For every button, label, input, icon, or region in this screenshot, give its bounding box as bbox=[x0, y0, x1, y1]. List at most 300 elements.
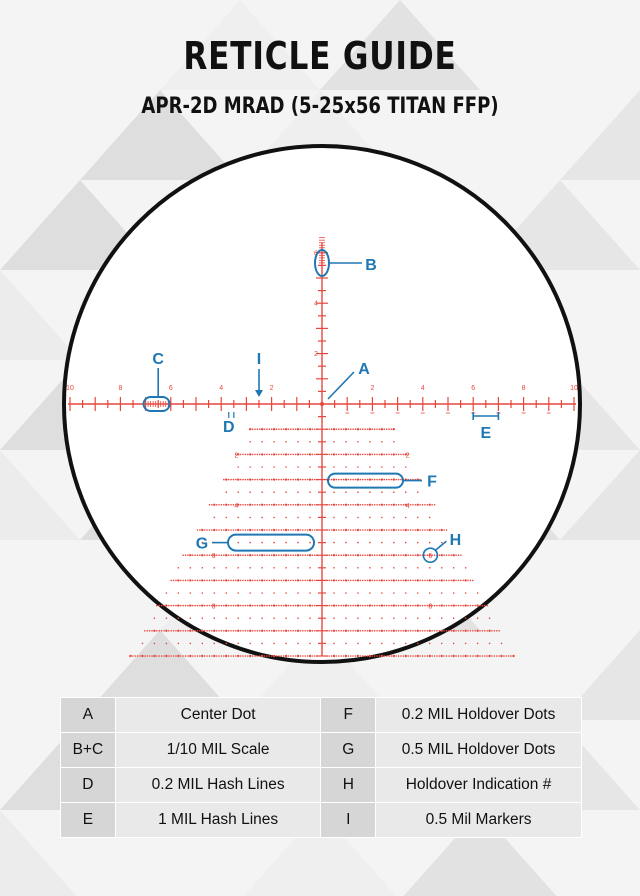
holdover-dot bbox=[182, 605, 184, 607]
holdover-dot bbox=[307, 655, 309, 657]
holdover-dot bbox=[264, 504, 266, 506]
holdover-dot bbox=[245, 605, 247, 607]
holdover-dot bbox=[362, 630, 364, 632]
holdover-dot bbox=[464, 579, 466, 581]
holdover-dot bbox=[288, 529, 290, 531]
holdover-dot bbox=[312, 504, 314, 506]
holdover-dot bbox=[230, 554, 232, 556]
holdover-dot bbox=[403, 655, 405, 657]
holdover-dot bbox=[288, 655, 290, 657]
holdover-dot bbox=[302, 655, 304, 657]
holdover-dot bbox=[273, 643, 275, 645]
holdover-dot bbox=[297, 604, 299, 606]
holdover-dot bbox=[281, 605, 283, 607]
holdover-dot bbox=[350, 428, 352, 430]
holdover-dot bbox=[464, 655, 466, 657]
scale-label: 10 bbox=[570, 385, 578, 392]
holdover-dot bbox=[165, 604, 167, 606]
holdover-dot bbox=[297, 517, 299, 519]
holdover-dot bbox=[213, 504, 215, 506]
holdover-dot bbox=[290, 655, 292, 657]
holdover-dot bbox=[151, 630, 153, 632]
holdover-dot bbox=[357, 517, 359, 519]
holdover-dot bbox=[395, 580, 397, 582]
holdover-dot bbox=[388, 580, 390, 582]
holdover-dot bbox=[393, 554, 395, 556]
holdover-dot bbox=[352, 529, 354, 531]
holdover-dot bbox=[393, 478, 395, 480]
holdover-dot bbox=[357, 491, 359, 493]
holdover-dot bbox=[355, 529, 357, 531]
holdover-dot bbox=[427, 655, 429, 657]
holdover-dot bbox=[476, 630, 478, 632]
holdover-dot bbox=[352, 504, 354, 506]
holdover-dot bbox=[204, 605, 206, 607]
holdover-dot bbox=[202, 617, 204, 619]
holdover-dot bbox=[340, 504, 342, 506]
holdover-dot bbox=[304, 554, 306, 556]
holdover-dot bbox=[328, 554, 330, 556]
holdover-dot bbox=[352, 554, 354, 556]
holdover-dot bbox=[386, 529, 388, 531]
holdover-dot bbox=[462, 655, 464, 657]
holdover-dot bbox=[292, 655, 294, 657]
holdover-dot bbox=[427, 580, 429, 582]
scale-label: 4 bbox=[420, 385, 425, 392]
holdover-dot bbox=[206, 655, 208, 657]
holdover-dot bbox=[269, 580, 271, 582]
holdover-dot bbox=[225, 630, 227, 632]
holdover-dot bbox=[486, 655, 488, 657]
legend-value: 0.2 MIL Holdover Dots bbox=[376, 698, 582, 733]
holdover-dot bbox=[369, 428, 371, 430]
holdover-dot bbox=[189, 630, 191, 632]
holdover-dot bbox=[285, 567, 287, 569]
holdover-dot bbox=[336, 630, 338, 632]
scale-label: 4 bbox=[314, 300, 318, 308]
holdover-dot bbox=[343, 454, 345, 456]
holdover-dot bbox=[295, 454, 297, 456]
legend-value: 0.5 MIL Holdover Dots bbox=[376, 733, 582, 768]
holdover-dot bbox=[405, 579, 407, 581]
holdover-dot bbox=[410, 529, 412, 531]
holdover-dot bbox=[285, 491, 287, 493]
holdover-dot bbox=[381, 643, 383, 645]
holdover-dot bbox=[415, 529, 417, 531]
holdover-dot bbox=[254, 529, 256, 531]
holdover-dot bbox=[178, 592, 180, 594]
holdover-dot bbox=[257, 554, 259, 556]
holdover-label: 2 bbox=[405, 452, 410, 460]
holdover-dot bbox=[333, 579, 335, 581]
holdover-dot bbox=[343, 655, 345, 657]
holdover-dot bbox=[336, 504, 338, 506]
holdover-dot bbox=[405, 592, 407, 594]
holdover-dot bbox=[345, 592, 347, 594]
holdover-dot bbox=[441, 567, 443, 569]
holdover-dot bbox=[197, 554, 199, 556]
holdover-dot bbox=[494, 655, 496, 657]
holdover-dot bbox=[261, 478, 263, 480]
callout-e-label: E bbox=[480, 425, 492, 442]
holdover-dot bbox=[297, 592, 299, 594]
holdover-dot bbox=[333, 542, 335, 544]
holdover-dot bbox=[288, 454, 290, 456]
holdover-dot bbox=[360, 580, 362, 582]
holdover-dot bbox=[391, 655, 393, 657]
holdover-dot bbox=[371, 428, 373, 430]
holdover-dot bbox=[364, 655, 366, 657]
holdover-dot bbox=[254, 554, 256, 556]
holdover-dot bbox=[228, 630, 230, 632]
holdover-dot bbox=[474, 605, 476, 607]
holdover-dot bbox=[357, 441, 359, 443]
holdover-dot bbox=[371, 655, 373, 657]
holdover-dot bbox=[450, 655, 452, 657]
holdover-dot bbox=[429, 567, 431, 569]
holdover-dot bbox=[441, 643, 443, 645]
holdover-dot bbox=[371, 580, 373, 582]
holdover-dot bbox=[261, 592, 263, 594]
holdover-dot bbox=[328, 529, 330, 531]
holdover-dot bbox=[431, 630, 433, 632]
holdover-dot bbox=[302, 454, 304, 456]
holdover-dot bbox=[247, 504, 249, 506]
holdover-dot bbox=[149, 655, 151, 657]
holdover-dot bbox=[297, 428, 299, 430]
holdover-dot bbox=[367, 454, 369, 456]
holdover-dot bbox=[452, 579, 454, 581]
holdover-dot bbox=[225, 491, 227, 493]
holdover-dot bbox=[405, 542, 407, 544]
holdover-dot bbox=[333, 441, 335, 443]
holdover-dot bbox=[285, 542, 287, 544]
holdover-dot bbox=[398, 529, 400, 531]
holdover-dot bbox=[439, 580, 441, 582]
holdover-dot bbox=[381, 529, 383, 531]
holdover-dot bbox=[285, 579, 287, 581]
holdover-dot bbox=[333, 466, 335, 468]
holdover-dot bbox=[290, 605, 292, 607]
holdover-dot bbox=[386, 655, 388, 657]
holdover-dot bbox=[348, 428, 350, 430]
holdover-dot bbox=[388, 605, 390, 607]
holdover-dot bbox=[386, 479, 388, 481]
holdover-dot bbox=[488, 655, 490, 657]
holdover-dot bbox=[357, 592, 359, 594]
holdover-dot bbox=[436, 630, 438, 632]
holdover-dot bbox=[345, 567, 347, 569]
holdover-dot bbox=[292, 554, 294, 556]
holdover-dot bbox=[132, 655, 134, 657]
holdover-dot bbox=[336, 605, 338, 607]
holdover-dot bbox=[285, 643, 287, 645]
holdover-dot bbox=[479, 655, 481, 657]
holdover-dot bbox=[362, 605, 364, 607]
holdover-dot bbox=[376, 630, 378, 632]
holdover-dot bbox=[273, 542, 275, 544]
holdover-dot bbox=[278, 479, 280, 481]
holdover-dot bbox=[302, 605, 304, 607]
holdover-dot bbox=[166, 592, 168, 594]
legend-value: 1/10 MIL Scale bbox=[115, 733, 321, 768]
holdover-dot bbox=[209, 504, 211, 506]
holdover-dot bbox=[343, 529, 345, 531]
holdover-dot bbox=[439, 554, 441, 556]
holdover-dot bbox=[178, 567, 180, 569]
holdover-dot bbox=[328, 605, 330, 607]
holdover-dot bbox=[393, 529, 395, 531]
holdover-dot bbox=[386, 554, 388, 556]
holdover-dot bbox=[398, 630, 400, 632]
holdover-dot bbox=[362, 479, 364, 481]
holdover-dot bbox=[309, 655, 311, 657]
holdover-dot bbox=[326, 580, 328, 582]
holdover-dot bbox=[333, 517, 335, 519]
holdover-dot bbox=[405, 655, 407, 657]
holdover-dot bbox=[273, 504, 275, 506]
holdover-dot bbox=[489, 643, 491, 645]
holdover-dot bbox=[292, 454, 294, 456]
holdover-dot bbox=[381, 441, 383, 443]
holdover-dot bbox=[266, 504, 268, 506]
holdover-dot bbox=[350, 454, 352, 456]
holdover-dot bbox=[383, 630, 385, 632]
holdover-dot bbox=[345, 466, 347, 468]
holdover-dot bbox=[281, 554, 283, 556]
holdover-dot bbox=[178, 617, 180, 619]
holdover-dot bbox=[273, 579, 275, 581]
holdover-dot bbox=[273, 466, 275, 468]
holdover-dot bbox=[225, 617, 227, 619]
holdover-dot bbox=[364, 454, 366, 456]
holdover-dot bbox=[233, 655, 235, 657]
holdover-dot bbox=[257, 454, 259, 456]
holdover-dot bbox=[357, 604, 359, 606]
holdover-dot bbox=[482, 605, 484, 607]
holdover-dot bbox=[295, 428, 297, 430]
holdover-dot bbox=[331, 479, 333, 481]
holdover-dot bbox=[129, 655, 131, 657]
holdover-dot bbox=[240, 554, 242, 556]
holdover-dot bbox=[345, 542, 347, 544]
holdover-dot bbox=[503, 655, 505, 657]
callout-g-label: G bbox=[195, 535, 209, 553]
holdover-dot bbox=[290, 630, 292, 632]
legend-value: Center Dot bbox=[115, 698, 321, 733]
holdover-dot bbox=[314, 454, 316, 456]
holdover-dot bbox=[252, 428, 254, 430]
holdover-dot bbox=[201, 579, 203, 581]
holdover-dot bbox=[201, 529, 203, 531]
holdover-dot bbox=[448, 580, 450, 582]
holdover-dot bbox=[367, 580, 369, 582]
holdover-dot bbox=[259, 454, 261, 456]
holdover-dot bbox=[374, 454, 376, 456]
holdover-dot bbox=[252, 529, 254, 531]
holdover-dot bbox=[221, 655, 223, 657]
holdover-dot bbox=[338, 454, 340, 456]
holdover-dot bbox=[434, 605, 436, 607]
holdover-dot bbox=[261, 579, 263, 581]
holdover-dot bbox=[465, 643, 467, 645]
holdover-dot bbox=[216, 605, 218, 607]
holdover-dot bbox=[393, 643, 395, 645]
holdover-dot bbox=[403, 605, 405, 607]
holdover-dot bbox=[295, 580, 297, 582]
holdover-dot bbox=[388, 655, 390, 657]
holdover-dot bbox=[331, 655, 333, 657]
holdover-dot bbox=[429, 643, 431, 645]
holdover-dot bbox=[180, 655, 182, 657]
holdover-dot bbox=[316, 428, 318, 430]
holdover-dot bbox=[281, 454, 283, 456]
holdover-dot bbox=[455, 630, 457, 632]
holdover-dot bbox=[237, 630, 239, 632]
callout-b-label: B bbox=[365, 257, 377, 274]
holdover-dot bbox=[245, 454, 247, 456]
holdover-dot bbox=[240, 504, 242, 506]
holdover-dot bbox=[422, 605, 424, 607]
holdover-dot bbox=[206, 630, 208, 632]
holdover-dot bbox=[381, 630, 383, 632]
holdover-dot bbox=[228, 605, 230, 607]
holdover-dot bbox=[276, 454, 278, 456]
holdover-dot bbox=[498, 630, 500, 632]
holdover-dot bbox=[360, 605, 362, 607]
scale-label: 2 bbox=[370, 385, 375, 392]
holdover-dot bbox=[302, 428, 304, 430]
holdover-label: 6 bbox=[211, 553, 216, 561]
holdover-label: 4 bbox=[405, 502, 410, 510]
holdover-dot bbox=[345, 504, 347, 506]
holdover-dot bbox=[450, 554, 452, 556]
holdover-dot bbox=[237, 542, 239, 544]
holdover-dot bbox=[264, 529, 266, 531]
holdover-dot bbox=[393, 466, 395, 468]
holdover-dot bbox=[412, 605, 414, 607]
holdover-dot bbox=[235, 554, 237, 556]
holdover-dot bbox=[376, 428, 378, 430]
holdover-dot bbox=[410, 605, 412, 607]
holdover-dot bbox=[199, 580, 201, 582]
holdover-dot bbox=[170, 605, 172, 607]
holdover-dot bbox=[407, 605, 409, 607]
holdover-dot bbox=[338, 479, 340, 481]
holdover-dot bbox=[302, 529, 304, 531]
holdover-dot bbox=[446, 630, 448, 632]
holdover-dot bbox=[357, 542, 359, 544]
holdover-dot bbox=[237, 517, 239, 519]
holdover-dot bbox=[371, 479, 373, 481]
holdover-dot bbox=[336, 580, 338, 582]
holdover-dot bbox=[395, 605, 397, 607]
holdover-dot bbox=[470, 605, 472, 607]
holdover-dot bbox=[233, 529, 235, 531]
holdover-dot bbox=[412, 554, 414, 556]
holdover-dot bbox=[156, 605, 158, 607]
holdover-dot bbox=[216, 554, 218, 556]
holdover-dot bbox=[395, 504, 397, 506]
holdover-dot bbox=[213, 630, 215, 632]
holdover-dot bbox=[417, 579, 419, 581]
holdover-dot bbox=[285, 453, 287, 455]
holdover-dot bbox=[470, 655, 472, 657]
holdover-dot bbox=[415, 655, 417, 657]
holdover-dot bbox=[415, 504, 417, 506]
holdover-dot bbox=[379, 454, 381, 456]
holdover-dot bbox=[211, 630, 213, 632]
holdover-dot bbox=[400, 630, 402, 632]
holdover-dot bbox=[328, 504, 330, 506]
holdover-dot bbox=[307, 605, 309, 607]
holdover-dot bbox=[266, 479, 268, 481]
holdover-label: 2 bbox=[234, 452, 239, 460]
holdover-dot bbox=[374, 504, 376, 506]
holdover-dot bbox=[189, 579, 191, 581]
holdover-dot bbox=[173, 655, 175, 657]
holdover-dot bbox=[300, 580, 302, 582]
holdover-dot bbox=[383, 655, 385, 657]
holdover-dot bbox=[448, 655, 450, 657]
holdover-dot bbox=[309, 592, 311, 594]
holdover-dot bbox=[362, 529, 364, 531]
holdover-dot bbox=[398, 580, 400, 582]
holdover-dot bbox=[314, 479, 316, 481]
holdover-dot bbox=[345, 604, 347, 606]
holdover-dot bbox=[165, 655, 167, 657]
holdover-dot bbox=[400, 605, 402, 607]
holdover-dot bbox=[295, 504, 297, 506]
holdover-dot bbox=[379, 428, 381, 430]
holdover-dot bbox=[383, 554, 385, 556]
holdover-dot bbox=[240, 580, 242, 582]
holdover-dot bbox=[271, 655, 273, 657]
holdover-dot bbox=[271, 580, 273, 582]
holdover-dot bbox=[391, 630, 393, 632]
holdover-dot bbox=[491, 630, 493, 632]
holdover-dot bbox=[199, 655, 201, 657]
holdover-dot bbox=[496, 655, 498, 657]
holdover-dot bbox=[266, 630, 268, 632]
holdover-dot bbox=[388, 630, 390, 632]
holdover-dot bbox=[465, 617, 467, 619]
holdover-dot bbox=[225, 643, 227, 645]
holdover-dot bbox=[180, 580, 182, 582]
holdover-dot bbox=[281, 630, 283, 632]
holdover-dot bbox=[379, 479, 381, 481]
holdover-dot bbox=[460, 605, 462, 607]
holdover-dot bbox=[151, 655, 153, 657]
legend-key: D bbox=[61, 768, 116, 803]
holdover-dot bbox=[429, 529, 431, 531]
holdover-dot bbox=[316, 655, 318, 657]
holdover-dot bbox=[288, 554, 290, 556]
holdover-dot bbox=[309, 491, 311, 493]
holdover-dot bbox=[450, 630, 452, 632]
holdover-dot bbox=[355, 504, 357, 506]
scale-label: 8 bbox=[521, 385, 526, 392]
holdover-dot bbox=[309, 542, 311, 544]
scale-label: 10 bbox=[66, 385, 74, 392]
holdover-dot bbox=[309, 579, 311, 581]
holdover-dot bbox=[218, 529, 220, 531]
holdover-dot bbox=[429, 504, 431, 506]
holdover-dot bbox=[465, 567, 467, 569]
holdover-dot bbox=[257, 655, 259, 657]
holdover-dot bbox=[213, 517, 215, 519]
holdover-dot bbox=[331, 504, 333, 506]
